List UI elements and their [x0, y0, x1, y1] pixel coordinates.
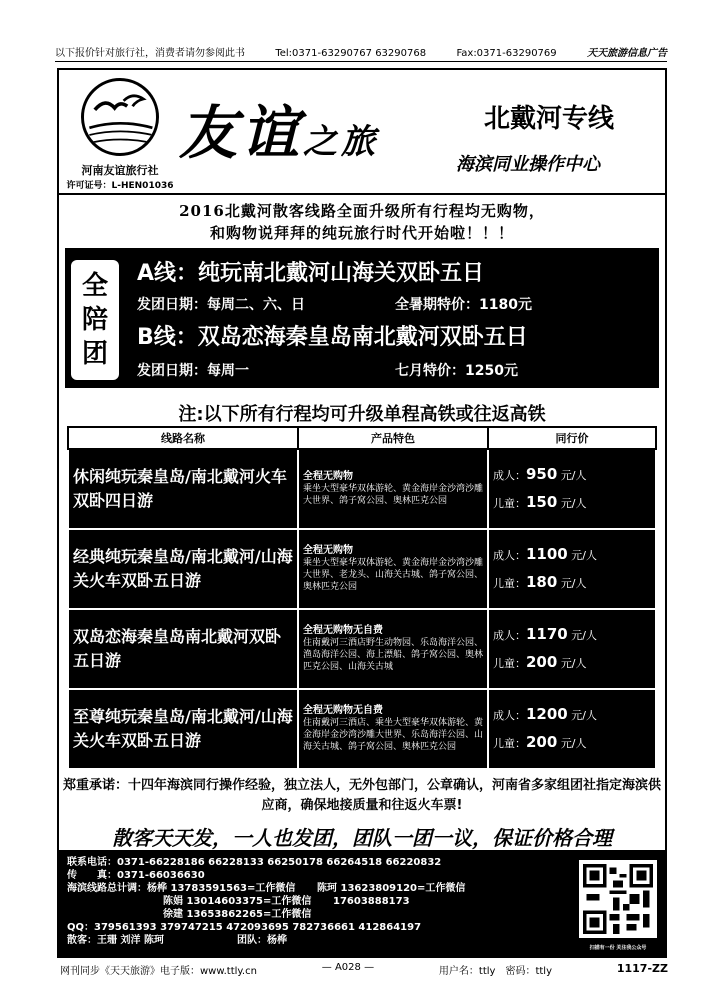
slogan-line-1: 2016北戴河散客线路全面升级所有行程均无购物，	[179, 202, 545, 220]
col-header-route: 线路名称	[68, 427, 298, 449]
table-header-row	[68, 427, 656, 449]
brand-main: 友谊	[179, 99, 304, 167]
adult-price: 成人：1170 元/人	[493, 625, 597, 643]
route-name: 休闲纯玩秦皇岛/南北戴河火车双卧四日游	[68, 449, 298, 529]
feature-list: 住南戴河三酒店、乘坐大型豪华双体游轮、黄金海岸金沙湾沙雕大世界、乐岛海洋公园、山海关古城、鸽子窝公园、奥林匹克公园	[303, 718, 484, 752]
qr-code-icon	[579, 860, 657, 938]
upgrade-note: 注:以下所有行程均可升级单程高铁或往返高铁	[178, 404, 546, 425]
feature-list: 住南戴河三酒店野生动物园、乐岛海洋公园、渔岛海洋公园、海上漂船、鸽子窝公园、奥林匹克公园、山海关古城	[303, 638, 484, 672]
line-b-dates: 发团日期：每周一	[137, 363, 249, 379]
ad-frame	[57, 68, 667, 958]
route-title: 北戴河专线	[484, 104, 615, 134]
tagline: 天天旅游信息广告	[587, 48, 667, 59]
contact-manager-row: 海滨线路总计调： 杨桦 13783591563=工作微信 陈珂 13623809120=工作微信	[67, 883, 466, 894]
col-header-price: 同行价	[488, 427, 656, 449]
adult-price: 成人：1100 元/人	[493, 545, 597, 563]
badge-char: 团	[81, 339, 108, 369]
company-logo	[65, 78, 175, 191]
feature-title: 全程无购物	[303, 471, 353, 482]
line-a-price: 全暑期特价：1180元	[395, 297, 532, 313]
footer-sync: 网刊同步《天天旅游》电子版：www.ttly.cn	[60, 966, 257, 977]
feature-title: 全程无购物无自费	[303, 705, 383, 716]
route-features	[298, 689, 488, 769]
feature-title: 全程无购物无自费	[303, 625, 383, 636]
route-price	[488, 449, 656, 529]
adult-price: 成人：950 元/人	[493, 465, 587, 483]
feature-list: 乘坐大型豪华双体游轮、黄金海岸金沙湾沙雕大世界、老龙头、山海关古城、鸽子窝公园、奥林匹克公园	[303, 558, 484, 592]
table-row	[68, 529, 656, 609]
footer-page: — A028 —	[321, 962, 375, 973]
contact-qq-row: QQ： 379561393 379747215 472093695 782736661 412864197	[67, 922, 422, 933]
contact-tel-row: 联系电话： 0371-66228186 66228133 66250178 66264518 66220832	[67, 857, 442, 868]
top-info-bar	[55, 42, 667, 62]
col-header-features: 产品特色	[298, 427, 488, 449]
route-name: 经典纯玩秦皇岛/南北戴河/山海关火车双卧五日游	[68, 529, 298, 609]
contact-manager-row-3: 徐建 13653862265=工作微信	[163, 909, 312, 920]
footer-user: 用户名：ttly 密码：ttly	[438, 966, 552, 977]
brand-title	[179, 88, 444, 178]
route-name: 双岛恋海秦皇岛南北戴河双卧五日游	[68, 609, 298, 689]
route-features	[298, 449, 488, 529]
feature-title: 全程无购物	[303, 545, 353, 556]
table-row	[68, 449, 656, 529]
company-name: 河南友谊旅行社	[81, 164, 159, 177]
full-escort-badge	[71, 260, 119, 380]
tel-text: Tel:0371-63290767 63290768	[275, 48, 427, 59]
promise-text: 郑重承诺：十四年海滨同行操作经验，独立法人，无外包部门，公章确认，河南省多家组团社指定海滨供应商，确保地接质量和往返火车票!	[63, 778, 662, 813]
contact-manager-row-2: 陈娟 13014603375=工作微信 17603888173	[163, 896, 410, 907]
fax-text: Fax:0371-63290769	[456, 48, 557, 59]
qr-caption: 扫描有一份 关注我公众号	[589, 945, 647, 951]
featured-lines-band	[65, 248, 659, 388]
upgrade-slogan	[59, 200, 665, 244]
footer-code: 1117-ZZ	[616, 962, 668, 975]
routes-table	[67, 426, 657, 770]
line-b-title: B线：双岛恋海秦皇岛南北戴河双卧五日	[137, 325, 528, 350]
table-row	[68, 689, 656, 769]
line-a-dates: 发团日期：每周二、六、日	[137, 297, 305, 313]
brand-small: 之旅	[303, 122, 380, 162]
footer	[60, 962, 668, 977]
line-b-price: 七月特价：1250元	[395, 363, 518, 379]
route-price	[488, 529, 656, 609]
route-name: 至尊纯玩秦皇岛/南北戴河/山海关火车双卧五日游	[68, 689, 298, 769]
contact-fax-row: 传 真： 0371-66036630	[67, 870, 205, 881]
departure-slogan: 散客天天发，一人也发团，团队一团一议，保证价格合理	[112, 826, 612, 850]
adult-price: 成人：1200 元/人	[493, 705, 597, 723]
child-price: 儿童：200 元/人	[493, 733, 587, 751]
child-price: 儿童：180 元/人	[493, 573, 587, 591]
contact-block	[59, 850, 665, 958]
child-price: 儿童：150 元/人	[493, 493, 587, 511]
route-features	[298, 529, 488, 609]
route-features	[298, 609, 488, 689]
slogan-line-2: 和购物说拜拜的纯玩旅行时代开始啦！！！	[209, 224, 514, 242]
seagull-logo-icon	[81, 78, 159, 156]
route-subtitle: 海滨同业操作中心	[456, 154, 600, 175]
license-number: 许可证号：L-HEN01036	[66, 181, 174, 191]
feature-list: 乘坐大型豪华双体游轮、黄金海岸金沙湾沙雕大世界、鸽子窝公园、奥林匹克公园	[303, 484, 484, 506]
contact-staff-row: 散客：王珊 刘洋 陈珂 团队：杨桦	[67, 935, 287, 946]
table-row	[68, 609, 656, 689]
route-price	[488, 689, 656, 769]
badge-char: 陪	[81, 305, 108, 335]
route-price	[488, 609, 656, 689]
child-price: 儿童：200 元/人	[493, 653, 587, 671]
header	[59, 70, 665, 195]
badge-char: 全	[81, 271, 108, 301]
line-a-title: A线：纯玩南北戴河山海关双卧五日	[137, 261, 485, 286]
notice-text: 以下报价针对旅行社，消费者请勿参阅此书	[55, 48, 245, 59]
